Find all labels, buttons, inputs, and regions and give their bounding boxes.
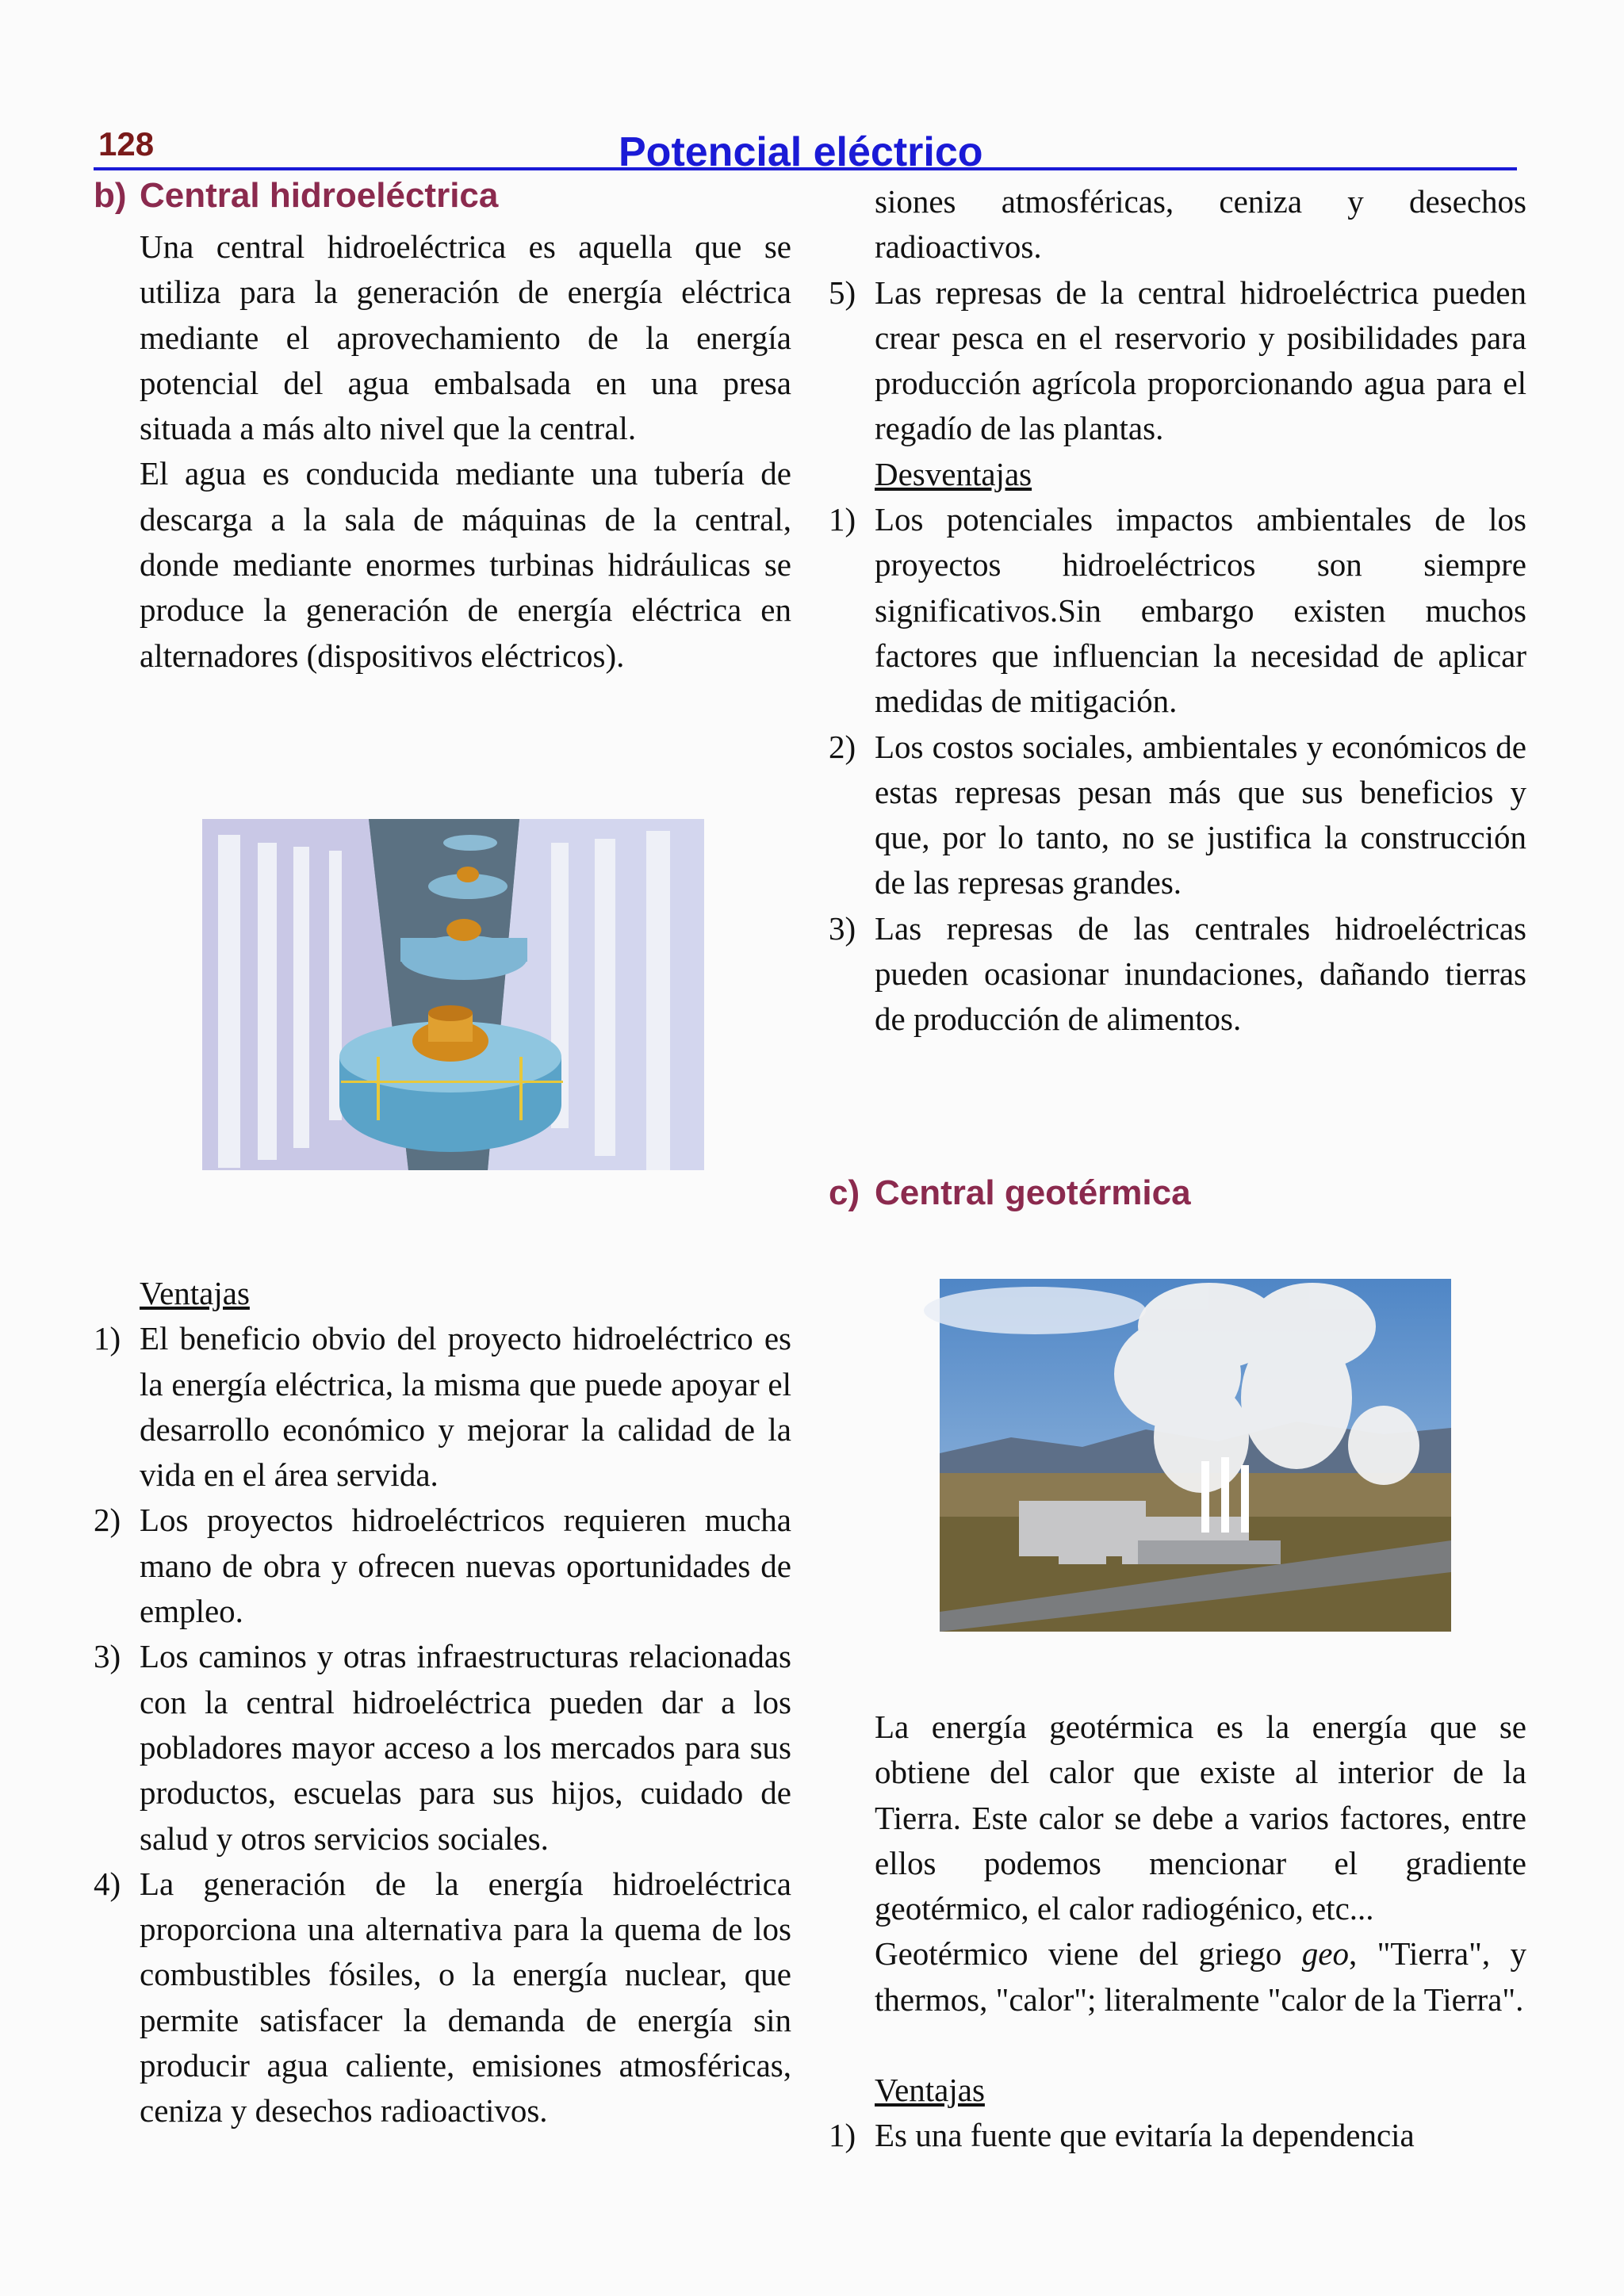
list-item: [829, 725, 1526, 906]
list-text: Los proyectos hidroeléctricos requieren mucha mano de obra y ofrecen nuevas oportunidades de empleo.: [140, 1502, 791, 1630]
geo-advantages: [829, 2068, 1526, 2159]
page-number: 128: [98, 125, 155, 163]
list-item: [94, 1634, 791, 1861]
hydro-advantages: [94, 1271, 791, 2130]
list-number: 1): [829, 2117, 856, 2154]
geo-intro: [829, 1705, 1526, 2022]
list-text: Los caminos y otras infraestructuras relacionadas con la central hidroeléctrica pueden dar a los pobladores mayor acceso a los mercados para sus productos, escuelas para sus hijos, cuidado de salud y otros servicios sociales.: [140, 1638, 791, 1857]
geo-heading: [829, 1173, 1526, 1213]
ventajas-label: Ventajas: [140, 1275, 250, 1311]
list-text: Las represas de las centrales hidroeléctricas pueden ocasionar inundaciones, dañando tierras de producción de alimentos.: [875, 909, 1526, 1038]
geo-paragraph-1: La energía geotérmica es la energía que se obtiene del calor que existe al interior de la Tierra. Este calor se debe a varios factores, entre ellos podemos mencionar el gradiente geotérmico, el calor radiogénico, etc...: [875, 1709, 1526, 1927]
geo-paragraph-2-b: , "Tierra", y thermos, "calor"; literalmente "calor de la Tierra".: [875, 1935, 1526, 2018]
list-item: [94, 1498, 791, 1634]
geo-paragraph-2: [875, 1931, 1526, 2022]
section-heading: Central geotérmica: [875, 1173, 1191, 1212]
list-item: [829, 270, 1526, 452]
list-number: 5): [829, 274, 856, 311]
list-number: 2): [829, 728, 856, 765]
list-text: Los costos sociales, ambientales y económicos de estas represas pesan más que sus beneficios y que, por lo tanto, no se justifica la construcción de las represas grandes.: [875, 728, 1526, 901]
continued-item-4-tail: siones atmosféricas, ceniza y desechos radioactivos.: [875, 183, 1526, 266]
list-number: 1): [829, 501, 856, 538]
list-item: [829, 2113, 1526, 2158]
list-item: [94, 1316, 791, 1498]
list-number: 1): [94, 1320, 121, 1357]
list-text: El beneficio obvio del proyecto hidroeléctrico es la energía eléctrica, la misma que puede apoyar el desarrollo económico y mejorar la calidad de la vida en el área servida.: [140, 1320, 791, 1494]
list-item: [829, 497, 1526, 724]
hydro-turbine-hall-photo: [202, 819, 704, 1170]
list-text: Es una fuente que evitaría la dependencia: [875, 2117, 1415, 2154]
list-item: [94, 1862, 791, 2130]
desventajas-label: Desventajas: [875, 455, 1032, 492]
section-label: b): [94, 176, 127, 215]
section-heading: Central hidroeléctrica: [140, 176, 499, 215]
list-number: 4): [94, 1865, 121, 1902]
list-number: 3): [94, 1638, 121, 1675]
hydro-heading: [94, 176, 791, 216]
list-number: 3): [829, 909, 856, 947]
geothermal-plant-photo: [940, 1279, 1451, 1632]
running-title: Potencial eléctrico: [619, 129, 983, 175]
list-text: Los potenciales impactos ambientales de los proyectos hidroeléctricos son siempre significativos.Sin embargo existen muchos factores que influencian la necesidad de aplicar medidas de mitigación.: [875, 501, 1526, 720]
ventajas-label: Ventajas: [875, 2072, 985, 2108]
geo-paragraph-2-a: Geotérmico viene del griego: [875, 1935, 1302, 1973]
geo-word: geo: [1301, 1935, 1349, 1973]
list-text: Las represas de la central hidroeléctrica pueden crear pesca en el reservorio y posibilidades para producción agrícola proporcionando agua para el regadío de las plantas.: [875, 274, 1526, 447]
hydro-paragraph-1: Una central hidroeléctrica es aquella que se utiliza para la generación de energía eléctrica mediante el aprovechamiento de la energía potencial del agua embalsada en una presa situada a más alto nivel que la central.: [140, 228, 791, 447]
section-label: c): [829, 1173, 860, 1212]
hydro-intro: [94, 224, 791, 679]
list-text: La generación de la energía hidroeléctrica proporciona una alternativa para la quema de los combustibles fósiles, o la energía nuclear, que permite satisfacer la demanda de energía sin producir agua caliente, emisiones atmosféricas, ceniza y desechos radioactivos.: [140, 1865, 791, 2130]
hydro-paragraph-2: El agua es conducida mediante una tubería de descarga a la sala de máquinas de la central, donde mediante enormes turbinas hidráulicas se produce la generación de energía eléctrica en alternadores (dispositivos eléctricos).: [140, 455, 791, 674]
list-item: [829, 906, 1526, 1043]
list-number: 2): [94, 1502, 121, 1539]
continued-text: [829, 179, 1526, 1043]
